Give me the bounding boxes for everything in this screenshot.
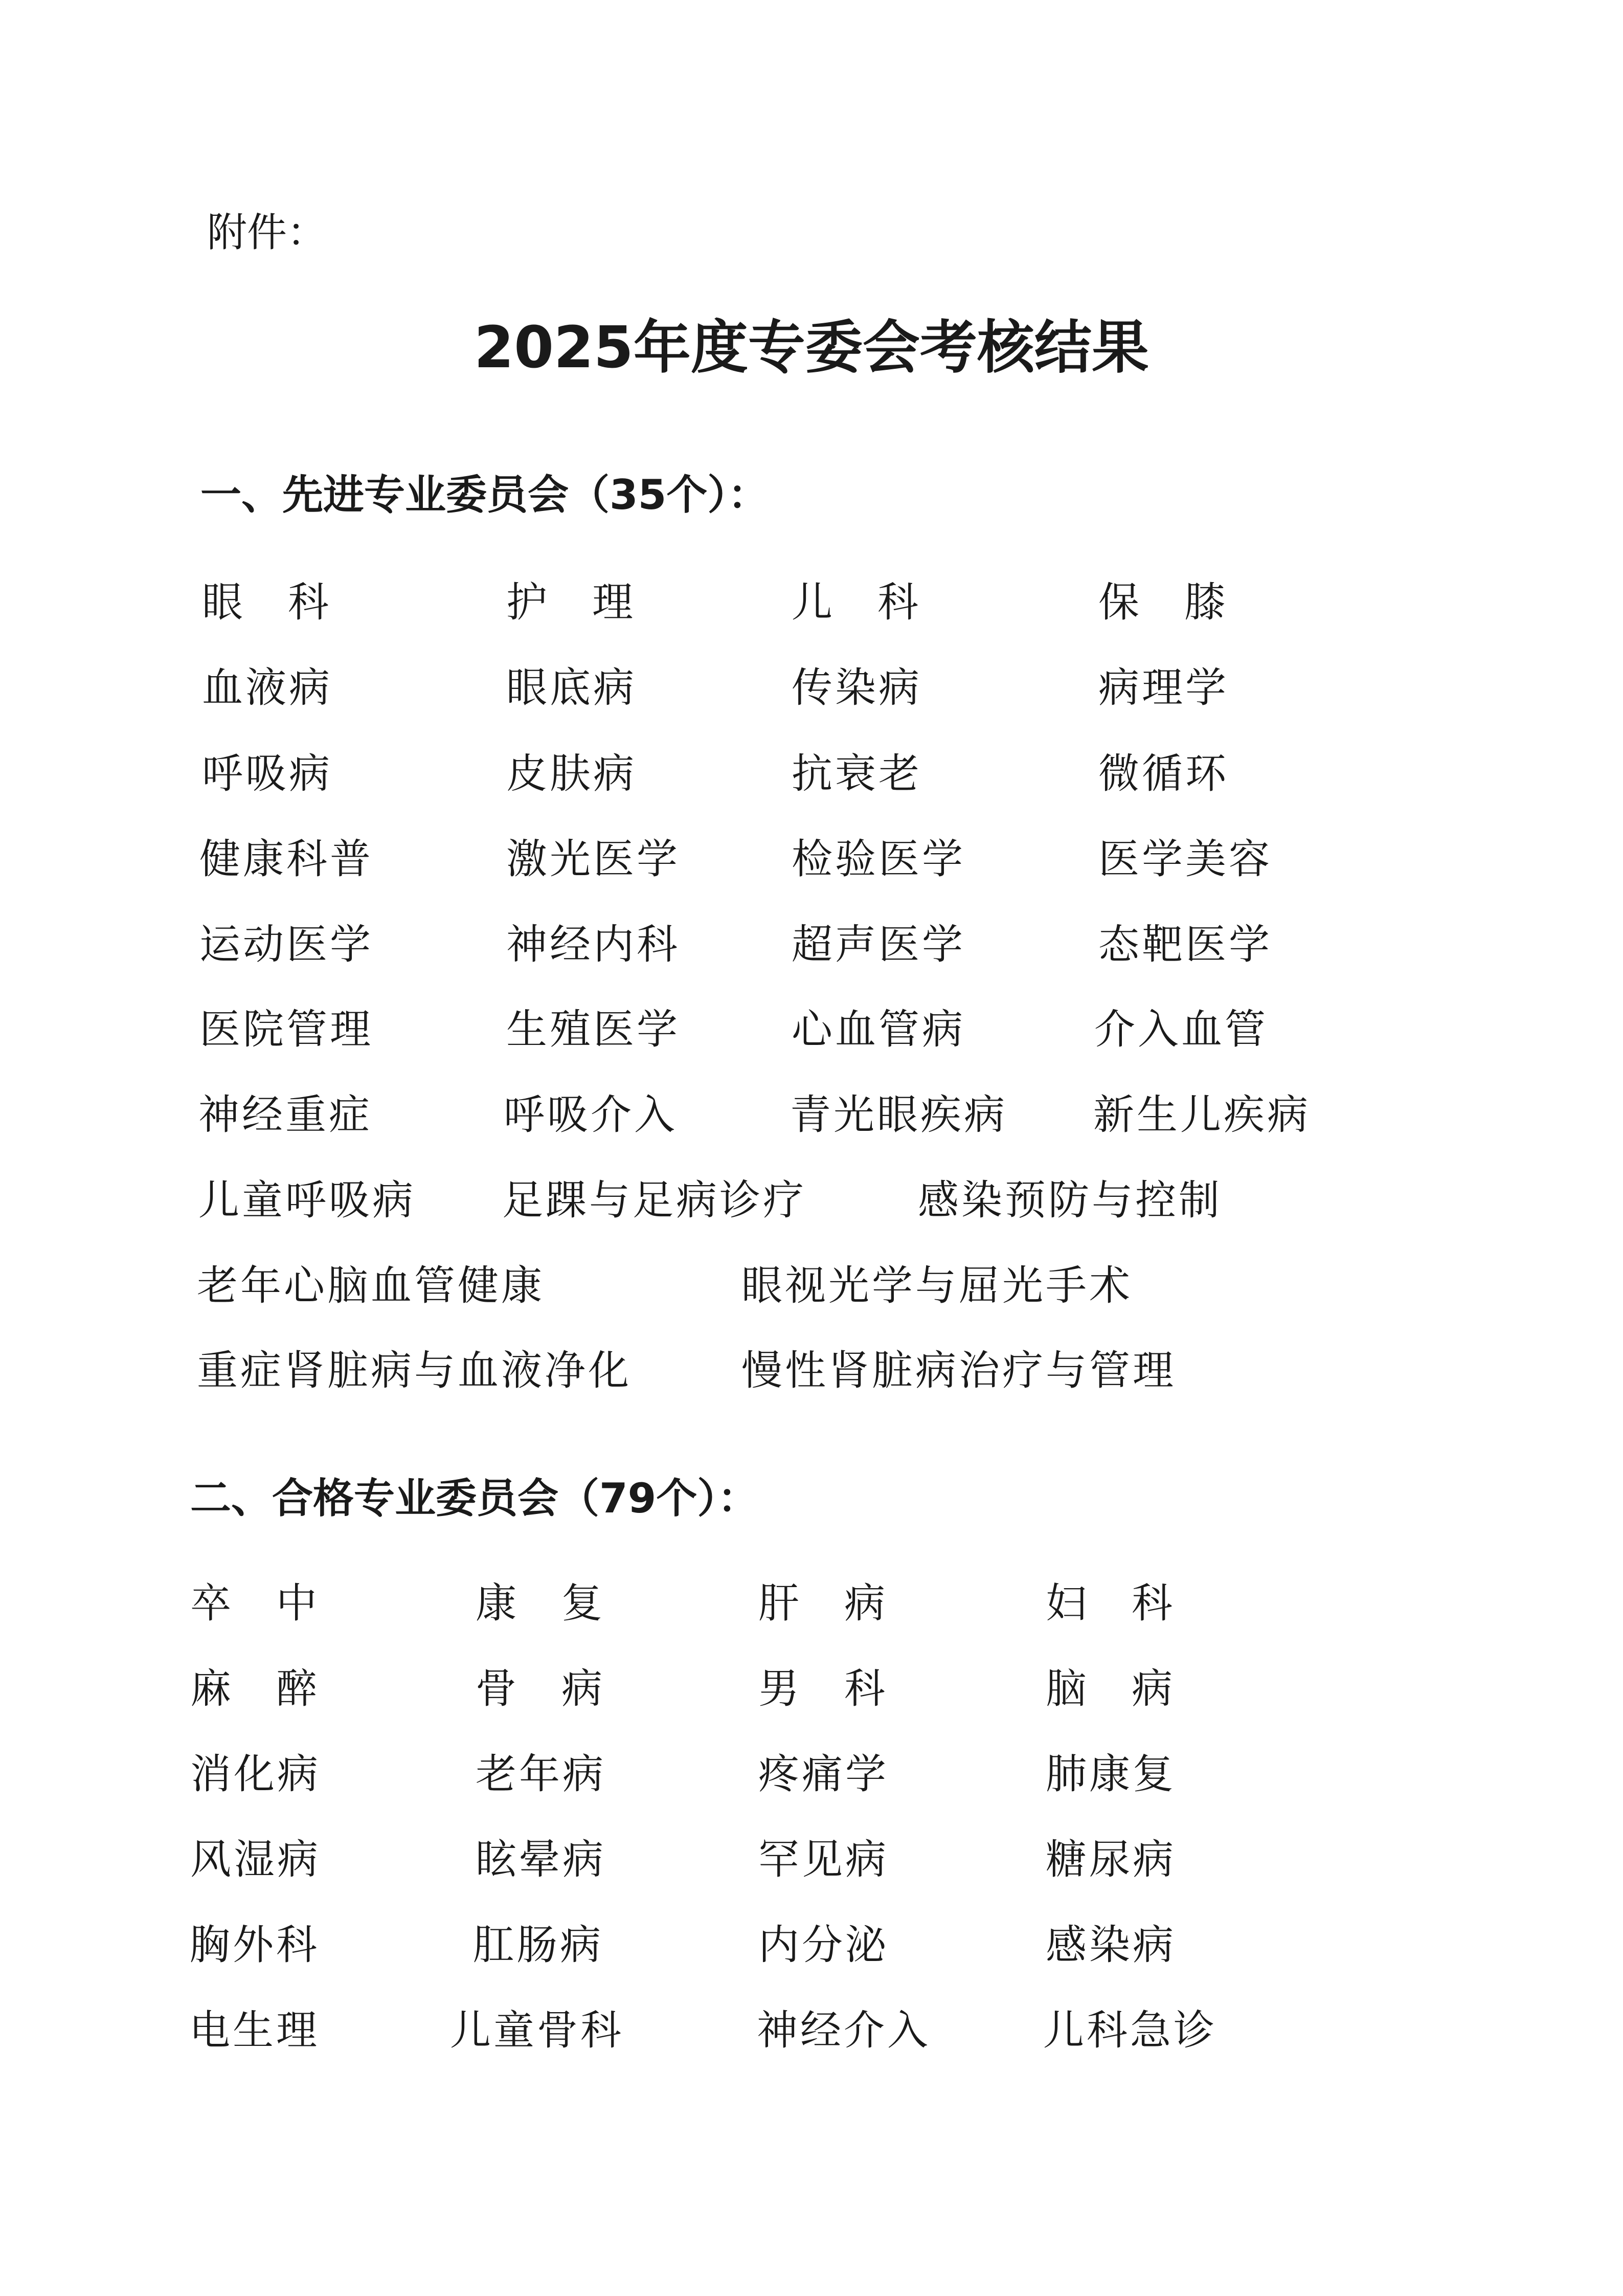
- committee-item: 传染病: [792, 664, 922, 711]
- committee-item: 神经重症: [198, 1091, 372, 1139]
- committee-item: 新生儿疾病: [1093, 1091, 1311, 1139]
- committee-item: 眼科: [202, 578, 374, 626]
- committee-item: 呼吸病: [202, 750, 332, 797]
- committee-item: 内分泌: [758, 1921, 889, 1969]
- committee-item: 妇科: [1046, 1579, 1218, 1627]
- committee-item: 神经内科: [506, 921, 680, 968]
- section-heading-advanced: 一、先进专业委员会（35个）：: [200, 471, 769, 519]
- committee-item: 消化病: [190, 1750, 321, 1798]
- committee-item: 眩晕病: [476, 1836, 606, 1883]
- committee-item: 老年病: [476, 1750, 606, 1798]
- committee-item: 足踝与足病诊疗: [502, 1176, 806, 1224]
- committee-item: 眼底病: [506, 664, 637, 711]
- committee-item: 微循环: [1098, 750, 1229, 797]
- committee-item: 医院管理: [199, 1006, 373, 1053]
- committee-item: 介入血管: [1094, 1006, 1268, 1053]
- committee-item: 医学美容: [1098, 835, 1272, 883]
- section-heading-qualified: 二、合格专业委员会（79个）：: [190, 1475, 759, 1522]
- committee-item: 心血管病: [792, 1006, 965, 1053]
- committee-item: 康复: [476, 1579, 647, 1627]
- committee-item: 卒中: [190, 1579, 362, 1627]
- committee-item: 生殖医学: [506, 1006, 680, 1053]
- committee-item: 男科: [758, 1665, 930, 1712]
- committee-item: 青光眼疾病: [790, 1091, 1007, 1139]
- committee-item: 健康科普: [199, 835, 373, 883]
- committee-item: 病理学: [1098, 664, 1229, 711]
- committee-item: 抗衰老: [792, 750, 922, 797]
- committee-item: 儿科急诊: [1043, 2007, 1217, 2054]
- committee-item: 感染病: [1046, 1921, 1176, 1969]
- committee-item: 皮肤病: [506, 750, 637, 797]
- committee-item: 风湿病: [190, 1836, 321, 1883]
- document-title: 2025年度专委会考核结果: [474, 315, 1149, 381]
- committee-item: 保膝: [1098, 578, 1270, 626]
- committee-item: 糖尿病: [1046, 1836, 1176, 1883]
- committee-item: 疼痛学: [758, 1750, 889, 1798]
- committee-item: 运动医学: [199, 921, 373, 968]
- committee-item: 肛肠病: [473, 1921, 603, 1969]
- committee-item: 神经介入: [757, 2007, 931, 2054]
- committee-item: 罕见病: [758, 1836, 889, 1883]
- attachment-label: 附件：: [207, 210, 327, 256]
- committee-item: 眼视光学与屈光手术: [741, 1262, 1133, 1309]
- committee-item: 血液病: [202, 664, 332, 711]
- committee-item: 骨病: [476, 1665, 647, 1712]
- committee-item: 态靶医学: [1098, 921, 1272, 968]
- committee-item: 肝病: [758, 1579, 930, 1627]
- committee-item: 超声医学: [792, 921, 965, 968]
- committee-item: 激光医学: [506, 835, 680, 883]
- committee-item: 麻醉: [190, 1665, 362, 1712]
- committee-item: 重症肾脏病与血液净化: [197, 1347, 632, 1394]
- committee-item: 呼吸介入: [504, 1091, 678, 1139]
- committee-item: 电生理: [189, 2007, 320, 2054]
- committee-item: 胸外科: [189, 1921, 320, 1969]
- committee-item: 感染预防与控制: [918, 1176, 1222, 1224]
- committee-item: 儿科: [792, 578, 963, 626]
- committee-item: 脑病: [1046, 1665, 1218, 1712]
- committee-item: 儿童呼吸病: [198, 1176, 416, 1224]
- committee-item: 护理: [506, 578, 678, 626]
- committee-item: 慢性肾脏病治疗与管理: [741, 1347, 1176, 1394]
- committee-item: 儿童骨科: [450, 2007, 624, 2054]
- committee-item: 检验医学: [792, 835, 965, 883]
- committee-item: 肺康复: [1046, 1750, 1176, 1798]
- committee-item: 老年心脑血管健康: [197, 1262, 545, 1309]
